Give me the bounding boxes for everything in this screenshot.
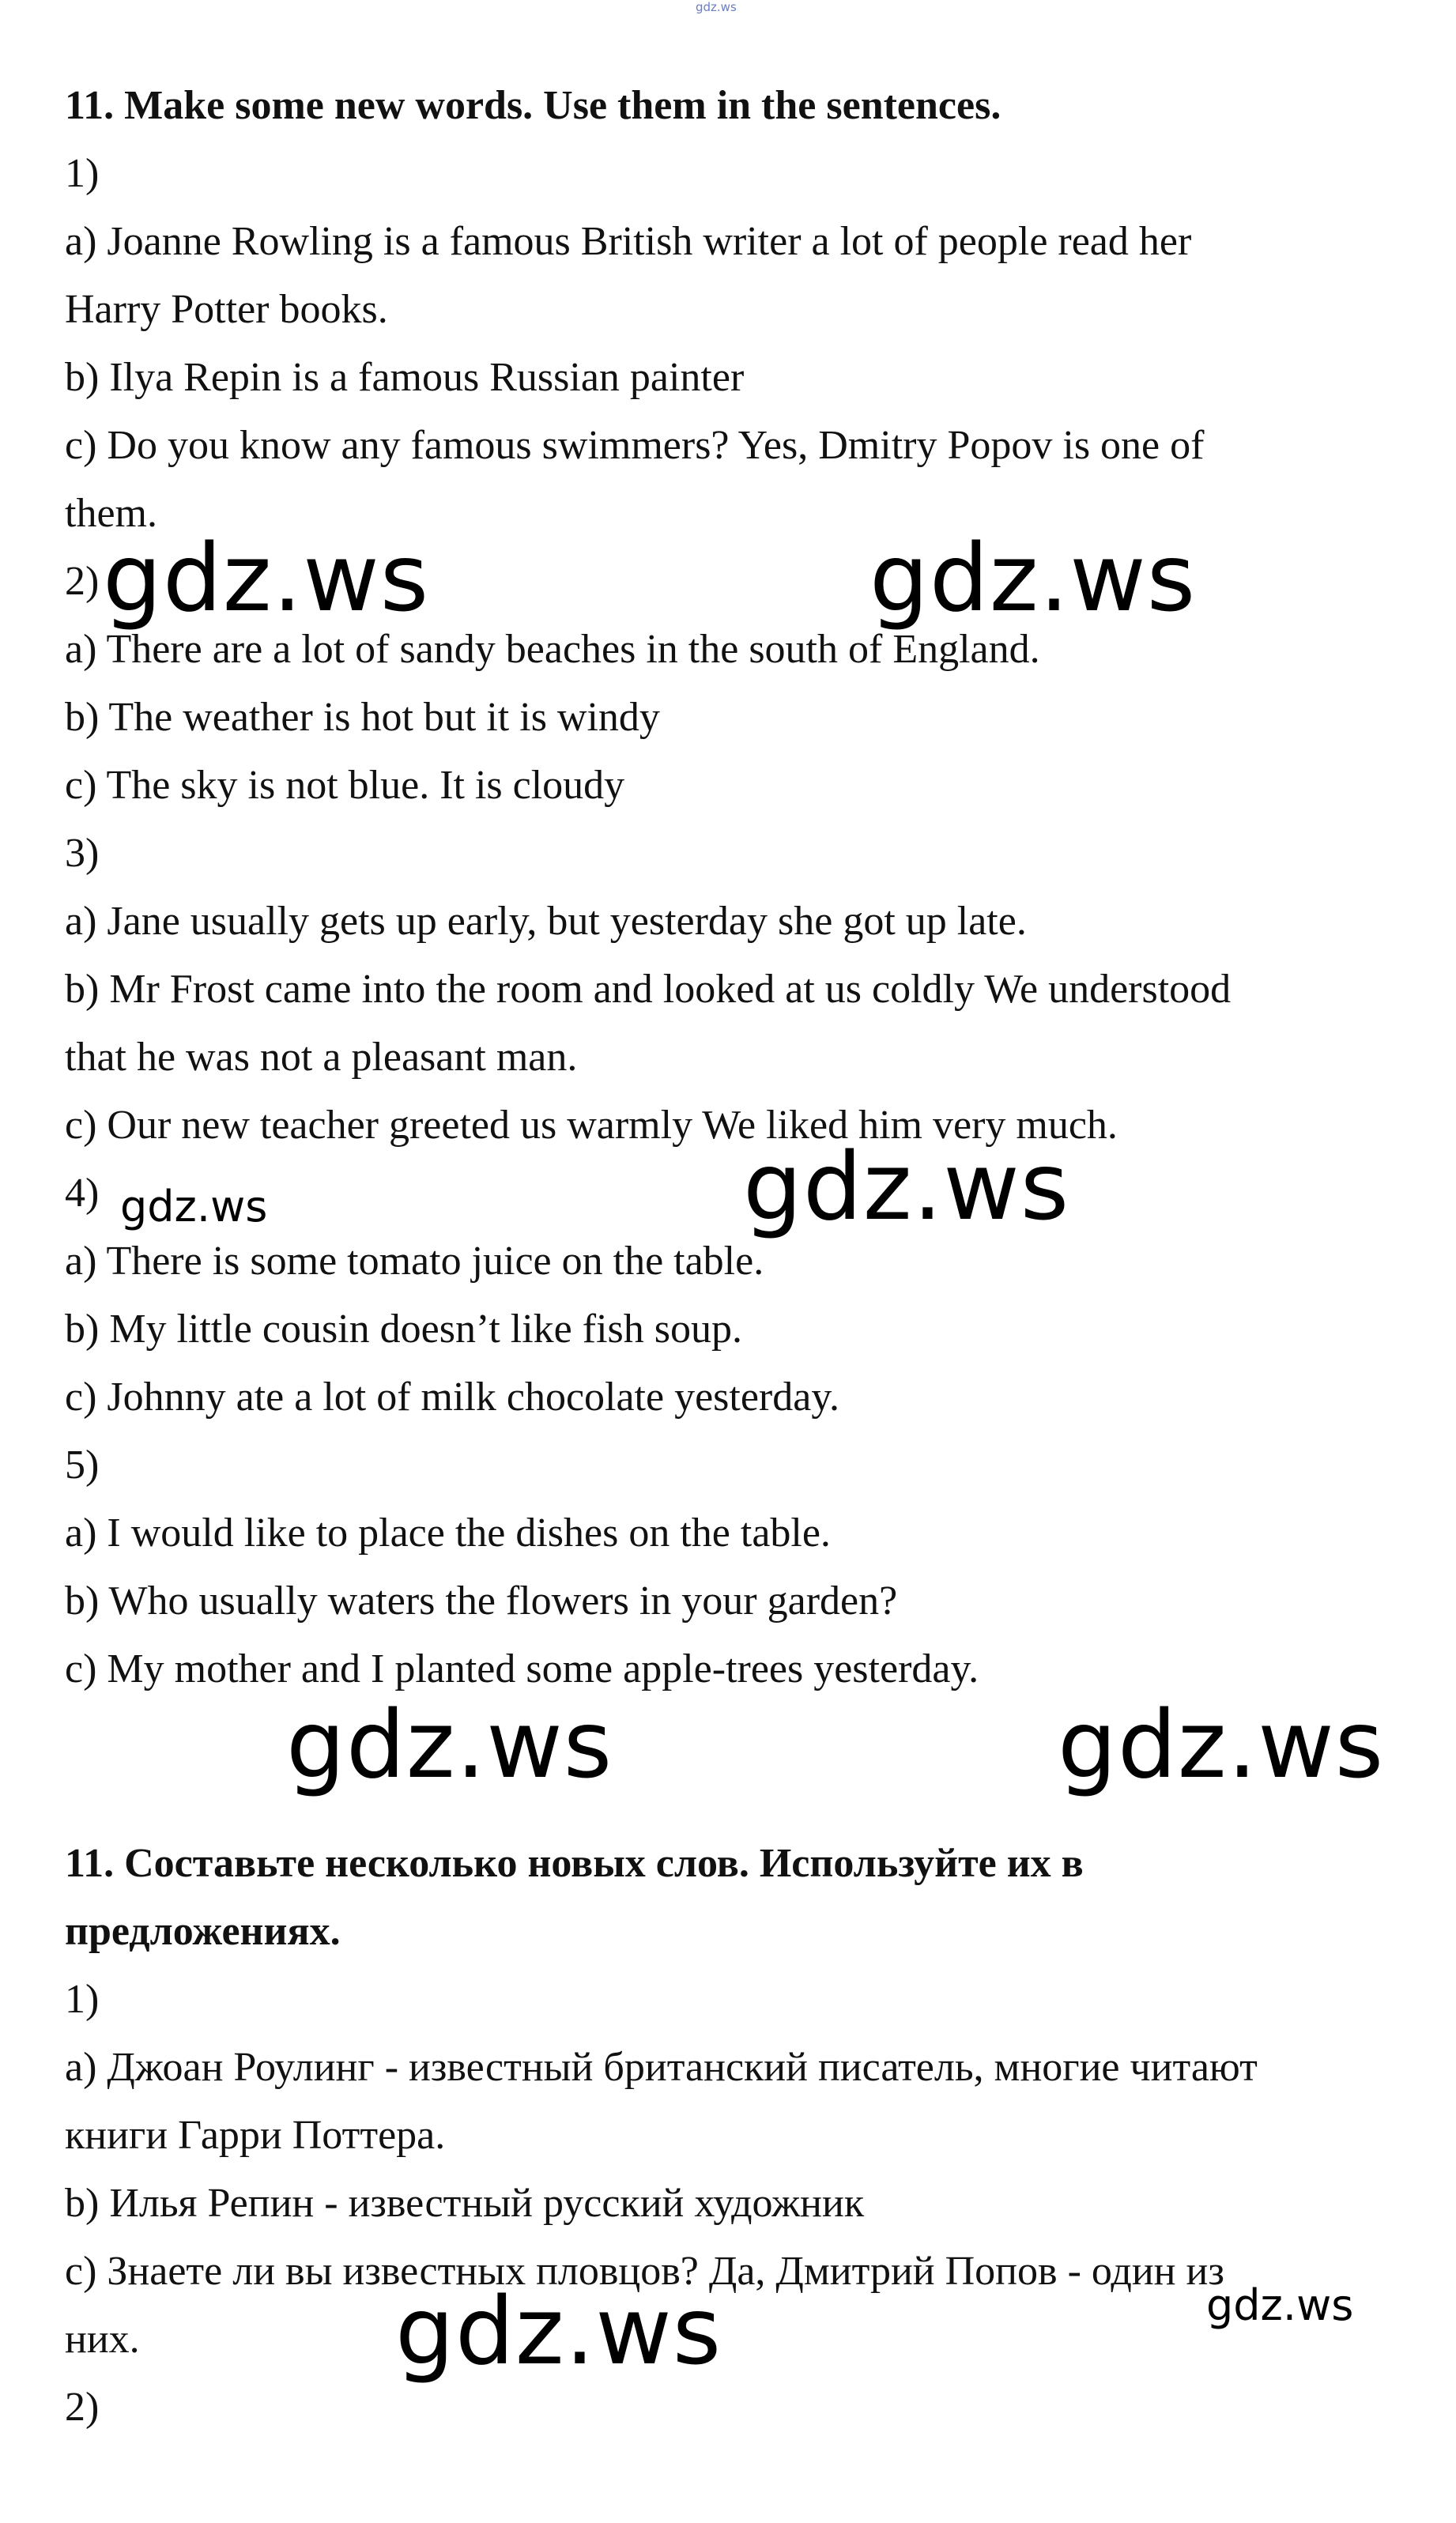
watermark: gdz.ws [1058, 1690, 1385, 1799]
english-group-5-number: 5) [65, 1443, 100, 1488]
english-g4-c: c) Johnny ate a lot of milk chocolate yesterday. [65, 1375, 839, 1420]
russian-group-1-number: 1) [65, 1977, 100, 2022]
english-group-4-number: 4) [65, 1171, 100, 1216]
english-g3-b-line2: that he was not a pleasant man. [65, 1035, 578, 1080]
english-g3-a: a) Jane usually gets up early, but yesterday she got up late. [65, 899, 1027, 944]
watermark: gdz.ws [1206, 2280, 1354, 2330]
english-group-1-number: 1) [65, 151, 100, 196]
english-g2-c: c) The sky is not blue. It is cloudy [65, 763, 625, 808]
watermark: gdz.ws [103, 523, 430, 632]
english-group-3-number: 3) [65, 831, 100, 876]
russian-g1-a-line2: книги Гарри Поттера. [65, 2113, 446, 2158]
english-group-2-number: 2) [65, 559, 100, 604]
english-g3-b-line1: b) Mr Frost came into the room and looked at us coldly We understood [65, 967, 1232, 1012]
english-g2-a: a) There are a lot of sandy beaches in the south of England. [65, 627, 1040, 672]
english-g1-a-line2: Harry Potter books. [65, 287, 388, 332]
english-g1-a-line1: a) Joanne Rowling is a famous British writer a lot of people read her [65, 219, 1192, 264]
watermark: gdz.ws [743, 1132, 1070, 1241]
watermark: gdz.ws [286, 1690, 613, 1799]
watermark: gdz.ws [395, 2276, 722, 2385]
russian-g1-b: b) Илья Репин - известный русский художник [65, 2181, 865, 2226]
russian-g1-a-line1: a) Джоан Роулинг - известный британский писатель, многие читают [65, 2045, 1258, 2090]
russian-g1-c-line2: них. [65, 2317, 140, 2362]
english-g3-c: c) Our new teacher greeted us warmly We liked him very much. [65, 1103, 1118, 1148]
english-g1-c-line1: c) Do you know any famous swimmers? Yes, Dmitry Popov is one of [65, 423, 1205, 468]
english-g5-b: b) Who usually waters the flowers in your garden? [65, 1578, 898, 1624]
english-g1-c-line2: them. [65, 491, 157, 536]
english-g2-b: b) The weather is hot but it is windy [65, 695, 660, 740]
english-heading: 11. Make some new words. Use them in the sentences. [65, 83, 1001, 128]
watermark: gdz.ws [120, 1182, 268, 1231]
russian-group-2-number: 2) [65, 2385, 100, 2430]
russian-heading-line1: 11. Составьте несколько новых слов. Используйте их в [65, 1841, 1084, 1886]
watermark-top: gdz.ws [696, 0, 737, 14]
english-g4-a: a) There is some tomato juice on the table. [65, 1239, 764, 1284]
english-g1-b: b) Ilya Repin is a famous Russian painter [65, 355, 745, 400]
english-g4-b: b) My little cousin doesn’t like fish soup. [65, 1307, 742, 1352]
russian-heading-line2: предложениях. [65, 1909, 341, 1954]
russian-g1-c-line1: c) Знаете ли вы известных пловцов? Да, Дмитрий Попов - один из [65, 2249, 1224, 2294]
english-g5-a: a) I would like to place the dishes on the table. [65, 1510, 831, 1556]
watermark: gdz.ws [869, 523, 1197, 632]
english-g5-c: c) My mother and I planted some apple-trees yesterday. [65, 1646, 979, 1691]
